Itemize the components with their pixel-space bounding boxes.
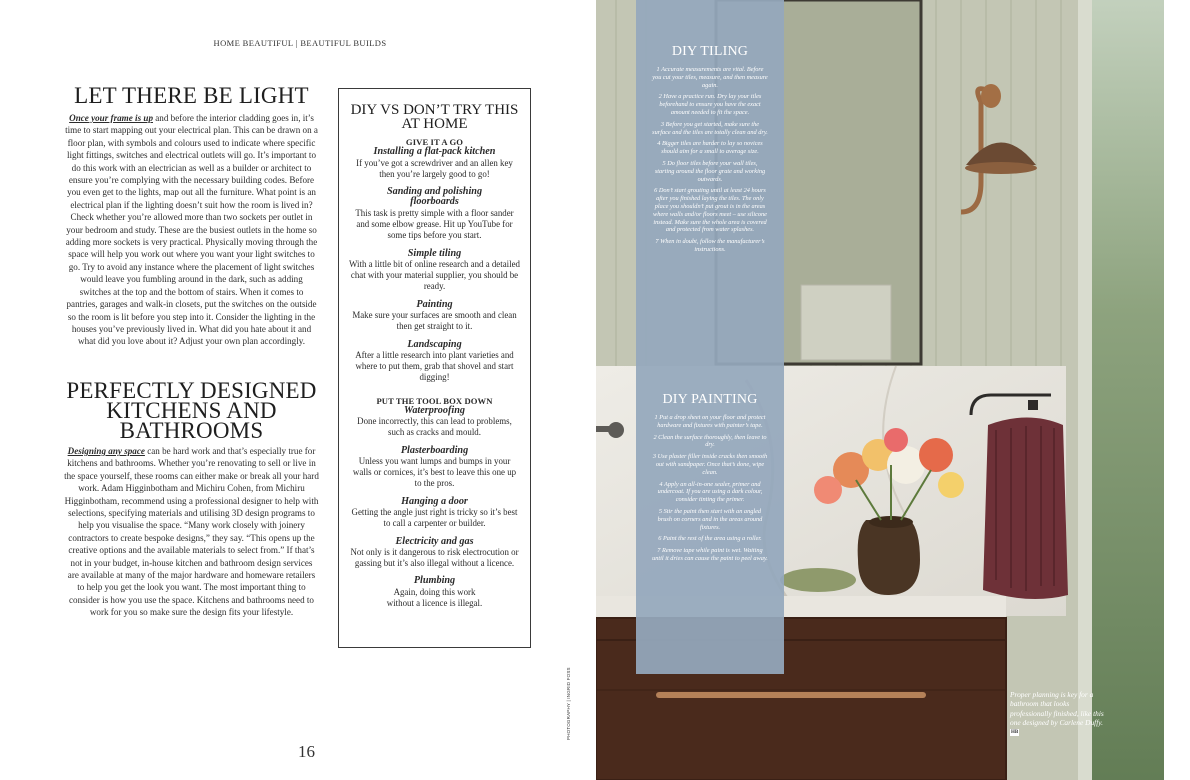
tiling-tip: 4 Bigger tiles are harder to lay so novices should aim for a small to average size. — [657, 140, 763, 156]
sidebar-item-title: Plumbing — [413, 575, 456, 587]
section-lead-lighting: Once your frame is up — [69, 113, 153, 123]
page-number: 16 — [298, 742, 315, 761]
tiling-tip: 2 Have a practice run. Dry lay your tiles beforehand to ensure you have the exact amount needed to fit the space. — [658, 93, 762, 116]
diy-tiling-title: DIY TILING — [671, 44, 749, 59]
give-it-a-go-list — [349, 147, 520, 384]
photo-credit: PHOTOGRAPHY | INGRID FOSS — [566, 667, 571, 740]
sidebar-item-title: Hanging a door — [401, 495, 468, 507]
diy-sidebar-box — [338, 88, 531, 648]
sidebar-item-text: Unless you want lumps and bumps in your walls or cornices, it’s best to leave this one up to the pros. — [352, 456, 517, 489]
sidebar-item-text: With a little bit of online research and a detailed chat with your material supplier, you should be ready. — [349, 259, 520, 292]
sidebar-item-text: This task is pretty simple with a floor sander and some elbow grease. Hit up YouTube for some tips before you start. — [355, 207, 514, 241]
framed-artwork — [801, 285, 891, 360]
vase — [858, 520, 920, 595]
tips-panel — [636, 0, 784, 674]
tiling-tip: 1 Accurate measurements are vital. Before you cut your tiles, measure, and then measure again. — [652, 66, 768, 89]
diy-painting-title: DIY PAINTING — [662, 392, 758, 407]
painting-tip: 5 Stir the paint then start with an angled brush on corners and in the areas around fixtures. — [657, 507, 763, 531]
tiling-tip: 5 Do floor tiles before your wall tiles, starting around the floor grate and working outwards. — [654, 159, 766, 183]
soap-dish — [780, 568, 856, 592]
article-section-lighting — [64, 83, 319, 348]
sidebar-item-title: Plasterboarding — [400, 444, 469, 456]
hb-badge: HB — [1011, 730, 1019, 736]
sidebar-item-title: Sanding and polishing floorboards — [386, 185, 483, 208]
sidebar-item-text: Getting the angle just right is tricky so it’s best to call a carpenter or builder. — [351, 507, 518, 529]
article-section-kitchens — [64, 378, 319, 619]
diy-tiling-block — [636, 44, 784, 258]
tiling-tip: 7 When in doubt, follow the manufacturer’s instructions. — [655, 238, 765, 253]
sidebar-item-title: Landscaping — [407, 338, 462, 350]
painting-tip: 3 Use plaster filler inside cracks then smooth out with sandpaper. Once that’s done, wipe clean. — [652, 453, 768, 476]
page-edge — [1164, 0, 1190, 780]
tiling-tip: 6 Don’t start grouting until at least 24 hours after you finished laying the tiles. The only place you shouldn’t put grout is in the areas where walls and/or floors meet – use silicone instead. Make sure the whole area is covered and protected from water splashes. — [653, 187, 767, 234]
painting-tip: 1 Put a drop sheet on your floor and protect hardware and fixtures with painter’s tape. — [654, 414, 766, 429]
sidebar-item-text: After a little research into plant varieties and where to put them, grab that shovel and start digging! — [355, 350, 514, 383]
sidebar-item-text: Again, doing this work without a licence is illegal. — [386, 586, 483, 609]
give-it-a-go-heading: GIVE IT A GO — [405, 137, 464, 147]
put-the-tool-box-down-list — [349, 406, 520, 610]
sidebar-item-title: Waterproofing — [404, 404, 465, 416]
section-lead-kitchens: Designing any space — [67, 446, 145, 456]
sidebar-item-text: If you’ve got a screwdriver and an allen key then you’re largely good to go! — [356, 157, 513, 179]
sidebar-item-text: Make sure your surfaces are smooth and clean then get straight to it. — [352, 310, 517, 332]
wall-lamp-mount — [981, 84, 1001, 108]
sidebar-item-title: Electricity and gas — [395, 535, 474, 547]
sidebar-item-title: Painting — [416, 298, 453, 310]
caption-text: Proper planning is key for a bathroom that looks professionally finished, like this one designed by Carlene Duffy. — [1010, 690, 1104, 728]
section-body-lighting: Once your frame is up and before the interior cladding goes in, it’s time to start mapping out your electrical plan. This can be drawn on a floor plan, with symbols and colours used to indicate where specific light fittings, switches and electrical outlets will go. It’s important to do this work with an electrician as well as a builder or architect to ensure you’re complying with the necessary building codes. Before you even get to the lights, map out all the furniture. What point is an electrical plan if the lighting doesn’t suit how the room is lived in? Check whether you’re allowed more than two sockets per outlet in your bedroom and study. These are the busiest outlets in the home so adding more sockets is very practical. Physically moving through the space will help you work out where you want your light switches to go. Try to avoid any instance where the placement of light switches would leave you fumbling around in the dark, such as adding switches at the top and the bottom of stairs. When it comes to pantries, garages and walk-in closets, put the switches on the outside so the room is lit before you step into it. Consider the lighting in the houses you’ve previously lived in. What did you hate about it and what did you love about it? Adjust your own plan accordingly. — [65, 113, 318, 347]
sidebar-item-text: Done incorrectly, this can lead to problems, such as cracks and mould. — [357, 416, 512, 438]
running-head: HOME BEAUTIFUL | BEAUTIFUL BUILDS — [213, 38, 387, 48]
painting-tip: 4 Apply an all-in-one sealer, primer and undercoat. If you are using a dark colour, consider tinting the primer. — [657, 480, 763, 504]
section-title-lighting: LET THERE BE LIGHT — [74, 83, 309, 108]
window-frame — [1078, 0, 1092, 780]
towel-rail — [1028, 400, 1038, 410]
tiling-tip: 3 Before you get started, make sure the surface and the tiles are totally clean and dry. — [652, 120, 768, 136]
sidebar-title: DIY VS DON’T TRY THIS AT HOME — [350, 102, 519, 132]
painting-tip: 6 Paint the rest of the area using a roller. — [658, 535, 762, 543]
vanity-handle — [656, 692, 926, 698]
section-body-kitchens: Designing any space can be hard work and that’s especially true for kitchens and bathrooms. Whether you’re renovating to sell or live in the space yourself, these rooms can either make or break all your hard work. Adam Higginbotham and Michiru Cohen, from Michiru Higginbotham, recommend using a professional designer to help with selections, specifying materials and utilising 3D design programs to help you visualise the space. “Many work closely with joinery contractors to create bespoke designs,” they say. “This opens up the creative options and the available materials to select from.” If that’s not in your budget, in-house kitchen and bathroom design services are available at many of the major hardware and homeware retailers to help you get the look you want. The most important thing to consider is how you use the space. Kitchens and bathrooms need to work for you so make sure the design fits your lifestyle. — [64, 446, 319, 618]
sidebar-item-text: Not only is it dangerous to risk electrocution or gassing but it’s also illegal without a licence. — [350, 547, 519, 569]
sidebar-item-title: Simple tiling — [407, 247, 462, 259]
put-the-tool-box-down-heading: PUT THE TOOL BOX DOWN — [376, 395, 493, 406]
photo-caption — [1010, 690, 1110, 737]
painting-tip: 7 Remove tape while paint is wet. Waiting until it dries can cause the paint to peel away. — [652, 547, 768, 562]
sidebar-item-title: Installing a flat-pack kitchen — [373, 146, 496, 157]
painting-tip: 2 Clean the surface thoroughly, then leave to dry. — [653, 433, 767, 449]
section-title-kitchens: PERFECTLY DESIGNED KITCHENS AND BATHROOMS — [66, 378, 317, 443]
diy-painting-block — [636, 392, 784, 567]
